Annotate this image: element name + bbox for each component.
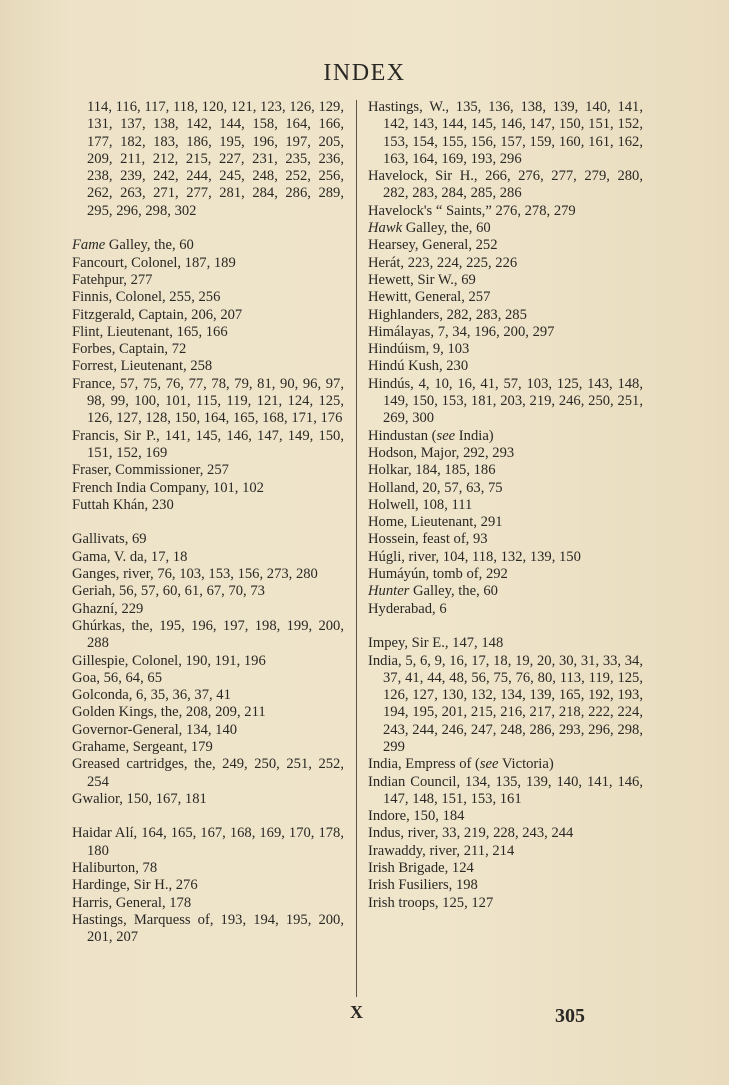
entry-see: see xyxy=(436,427,456,444)
entry-text: Highlanders, 282, 283, 285 xyxy=(368,306,527,323)
index-entry xyxy=(72,531,344,548)
entry-text: Hewett, Sir W., 69 xyxy=(368,271,476,288)
index-entry xyxy=(72,480,344,497)
index-entry xyxy=(72,601,344,618)
index-entry xyxy=(368,877,643,894)
index-entry xyxy=(368,237,643,254)
index-entry xyxy=(72,497,344,514)
entry-text: Harris, General, 178 xyxy=(72,894,192,911)
index-entry xyxy=(368,99,643,168)
index-entry xyxy=(72,877,344,894)
index-entry xyxy=(368,756,643,773)
column-divider xyxy=(356,100,357,997)
entry-text: Hindú Kush, 230 xyxy=(368,358,469,375)
index-entry xyxy=(368,255,643,272)
entry-text: Impey, Sir E., 147, 148 xyxy=(368,635,504,652)
entry-text: Fraser, Commissioner, 257 xyxy=(72,462,229,479)
index-entry xyxy=(368,635,643,652)
index-entry xyxy=(72,566,344,583)
entry-text: Gama, V. da, 17, 18 xyxy=(72,548,188,565)
entry-text: Irish Brigade, 124 xyxy=(368,860,474,877)
index-entry xyxy=(72,324,344,341)
index-entry xyxy=(72,99,344,220)
entry-text: Gwalior, 150, 167, 181 xyxy=(72,790,207,807)
entry-text: Hossein, feast of, 93 xyxy=(368,531,488,548)
entry-text: Gallivats, 69 xyxy=(72,531,147,548)
index-entry xyxy=(72,237,344,254)
entry-text: Golconda, 6, 35, 36, 37, 41 xyxy=(72,687,231,704)
index-entry xyxy=(368,514,643,531)
entry-text: Gillespie, Colonel, 190, 191, 196 xyxy=(72,652,266,669)
index-entry xyxy=(72,670,344,687)
entry-text: Hindustan ( xyxy=(368,427,437,444)
index-entry xyxy=(368,825,643,842)
index-entry xyxy=(72,825,344,860)
index-entry xyxy=(368,376,643,428)
index-entry xyxy=(368,203,643,220)
index-entry xyxy=(368,601,643,618)
index-entry xyxy=(72,272,344,289)
entry-text: Flint, Lieutenant, 165, 166 xyxy=(72,323,228,340)
entry-text: Irish Fusiliers, 198 xyxy=(368,877,478,894)
index-entry xyxy=(368,860,643,877)
entry-text: Galley, the, 60 xyxy=(402,220,491,237)
index-entry xyxy=(368,497,643,514)
index-entry xyxy=(368,220,643,237)
index-entry xyxy=(368,480,643,497)
index-entry xyxy=(368,549,643,566)
index-entry xyxy=(72,289,344,306)
index-entry xyxy=(72,428,344,463)
entry-text: Herát, 223, 224, 225, 226 xyxy=(368,254,518,271)
index-entry xyxy=(368,307,643,324)
entry-text: Grahame, Sergeant, 179 xyxy=(72,738,213,755)
index-entry xyxy=(72,376,344,428)
index-entry xyxy=(72,307,344,324)
index-entry xyxy=(368,583,643,600)
index-entry xyxy=(72,687,344,704)
entry-text: Havelock's “ Saints,” 276, 278, 279 xyxy=(368,202,576,219)
page-title: INDEX xyxy=(323,60,406,86)
entry-text: Irawaddy, river, 211, 214 xyxy=(368,842,515,859)
entry-text: Hyderabad, 6 xyxy=(368,600,447,617)
entry-tail: Victoria) xyxy=(498,756,554,773)
index-entry xyxy=(368,272,643,289)
index-entry xyxy=(72,618,344,653)
entry-text: Hastings, W., 135, 136, 138, 139, 140, 141, 142, 143, 144, 145, 146, 147, 150, 151, 152, 153, 154, 155, 156, 157, 159, 160, 161, 162, 163, 164, 169, 193, 296 xyxy=(368,99,643,167)
index-entry xyxy=(368,462,643,479)
entry-text: Holkar, 184, 185, 186 xyxy=(368,462,496,479)
entry-text: Fitzgerald, Captain, 206, 207 xyxy=(72,306,243,323)
entry-text: Francis, Sir P., 141, 145, 146, 147, 149, 150, 151, 152, 169 xyxy=(72,427,344,461)
entry-text: Holland, 20, 57, 63, 75 xyxy=(368,479,503,496)
entry-text: Goa, 56, 64, 65 xyxy=(72,669,162,686)
entry-text: India, 5, 6, 9, 16, 17, 18, 19, 20, 30, 31, 33, 34, 37, 41, 44, 48, 56, 75, 76, 80, 113, 119, 125, 126, 127, 130, 132, 134, 139, 165, 192, 193, 194, 195, 201, 215, 216, 217, 218, 222, 224, 243, 244, 246, 247, 248, 286, 293, 296, 298, 299 xyxy=(368,652,643,755)
index-entry xyxy=(72,860,344,877)
entry-text: Galley, the, 60 xyxy=(409,583,498,600)
entry-text: Fancourt, Colonel, 187, 189 xyxy=(72,254,236,271)
signature-mark: X xyxy=(350,1002,363,1022)
entry-text: Ghúrkas, the, 195, 196, 197, 198, 199, 200, 288 xyxy=(72,617,344,652)
entry-text: Galley, the, 60 xyxy=(105,237,194,254)
entry-text: Greased cartridges, the, 249, 250, 251, 252, 254 xyxy=(72,756,344,790)
entry-text: Húgli, river, 104, 118, 132, 139, 150 xyxy=(368,548,581,565)
index-entry xyxy=(72,722,344,739)
entry-text: Havelock, Sir H., 266, 276, 277, 279, 280, 282, 283, 284, 285, 286 xyxy=(368,168,643,202)
index-entry xyxy=(72,583,344,600)
index-entry xyxy=(72,549,344,566)
entry-text: Hearsey, General, 252 xyxy=(368,237,498,254)
entry-text: Fatehpur, 277 xyxy=(72,271,153,288)
entry-text: Home, Lieutenant, 291 xyxy=(368,514,503,531)
index-entry xyxy=(368,531,643,548)
index-entry xyxy=(72,791,344,808)
index-entry xyxy=(368,843,643,860)
entry-text: Ganges, river, 76, 103, 153, 156, 273, 280 xyxy=(72,566,318,583)
entry-tail: India) xyxy=(455,427,494,444)
entry-text: Irish troops, 125, 127 xyxy=(368,894,494,911)
entry-text: Golden Kings, the, 208, 209, 211 xyxy=(72,704,266,721)
entry-text: Holwell, 108, 111 xyxy=(368,496,473,513)
entry-text: Haliburton, 78 xyxy=(72,860,158,877)
index-column-right xyxy=(368,99,643,912)
entry-text: Haidar Alí, 164, 165, 167, 168, 169, 170, 178, 180 xyxy=(72,825,344,859)
index-column-left xyxy=(72,99,344,947)
index-entry xyxy=(368,428,643,445)
entry-heading: Fame xyxy=(72,237,106,254)
page-number: 305 xyxy=(555,1005,585,1027)
entry-heading: Hawk xyxy=(368,220,403,237)
entry-text: 114, 116, 117, 118, 120, 121, 123, 126, 129, 131, 137, 138, 142, 144, 158, 164, 166, 177, 182, 183, 186, 195, 196, 197, 205, 209, 211, 212, 215, 227, 231, 235, 236, 238, 239, 242, 244, 245, 248, 252, 256, 262, 263, 271, 277, 281, 284, 286, 289, 295, 296, 298, 302 xyxy=(87,99,344,219)
index-entry xyxy=(72,912,344,947)
entry-text: Hastings, Marquess of, 193, 194, 195, 200, 201, 207 xyxy=(72,911,344,946)
entry-heading: Hunter xyxy=(368,583,410,600)
index-entry xyxy=(72,341,344,358)
entry-text: Indus, river, 33, 219, 228, 243, 244 xyxy=(368,825,574,842)
entry-text: Hodson, Major, 292, 293 xyxy=(368,444,515,461)
index-entry xyxy=(368,895,643,912)
index-entry xyxy=(72,756,344,791)
entry-text: Himálayas, 7, 34, 196, 200, 297 xyxy=(368,323,555,340)
index-entry xyxy=(368,653,643,757)
entry-text: Hindúism, 9, 103 xyxy=(368,341,470,358)
index-entry xyxy=(72,704,344,721)
index-entry xyxy=(72,255,344,272)
entry-text: Indian Council, 134, 135, 139, 140, 141, 146, 147, 148, 151, 153, 161 xyxy=(368,773,643,807)
entry-text: Hewitt, General, 257 xyxy=(368,289,491,306)
entry-see: see xyxy=(479,756,499,773)
entry-text: Indore, 150, 184 xyxy=(368,808,465,825)
entry-text: Hindús, 4, 10, 16, 41, 57, 103, 125, 143, 148, 149, 150, 153, 181, 203, 219, 246, 250, 251, 269, 300 xyxy=(368,375,643,427)
entry-text: Forbes, Captain, 72 xyxy=(72,341,187,358)
entry-text: Forrest, Lieutenant, 258 xyxy=(72,358,213,375)
index-entry xyxy=(72,358,344,375)
index-entry xyxy=(72,739,344,756)
entry-text: Finnis, Colonel, 255, 256 xyxy=(72,289,221,306)
entry-text: Ghazní, 229 xyxy=(72,600,144,617)
index-entry xyxy=(368,168,643,203)
index-entry xyxy=(72,895,344,912)
index-entry xyxy=(368,341,643,358)
index-entry xyxy=(72,653,344,670)
entry-text: Hardinge, Sir H., 276 xyxy=(72,877,198,894)
index-entry xyxy=(368,358,643,375)
entry-text: Geriah, 56, 57, 60, 61, 67, 70, 73 xyxy=(72,583,265,600)
entry-text: French India Company, 101, 102 xyxy=(72,479,264,496)
index-entry xyxy=(368,324,643,341)
index-entry xyxy=(368,808,643,825)
index-entry xyxy=(72,462,344,479)
index-entry xyxy=(368,289,643,306)
entry-text: Governor-General, 134, 140 xyxy=(72,721,238,738)
entry-text: Humáyún, tomb of, 292 xyxy=(368,566,508,583)
entry-text: France, 57, 75, 76, 77, 78, 79, 81, 90, 96, 97, 98, 99, 100, 101, 115, 119, 121, 124, 125, 126, 127, 128, 150, 164, 165, 168, 171, 176 xyxy=(72,375,344,427)
index-entry xyxy=(368,566,643,583)
index-entry xyxy=(368,774,643,809)
entry-text: India, Empress of ( xyxy=(368,756,480,773)
index-entry xyxy=(368,445,643,462)
entry-text: Futtah Khán, 230 xyxy=(72,496,174,513)
